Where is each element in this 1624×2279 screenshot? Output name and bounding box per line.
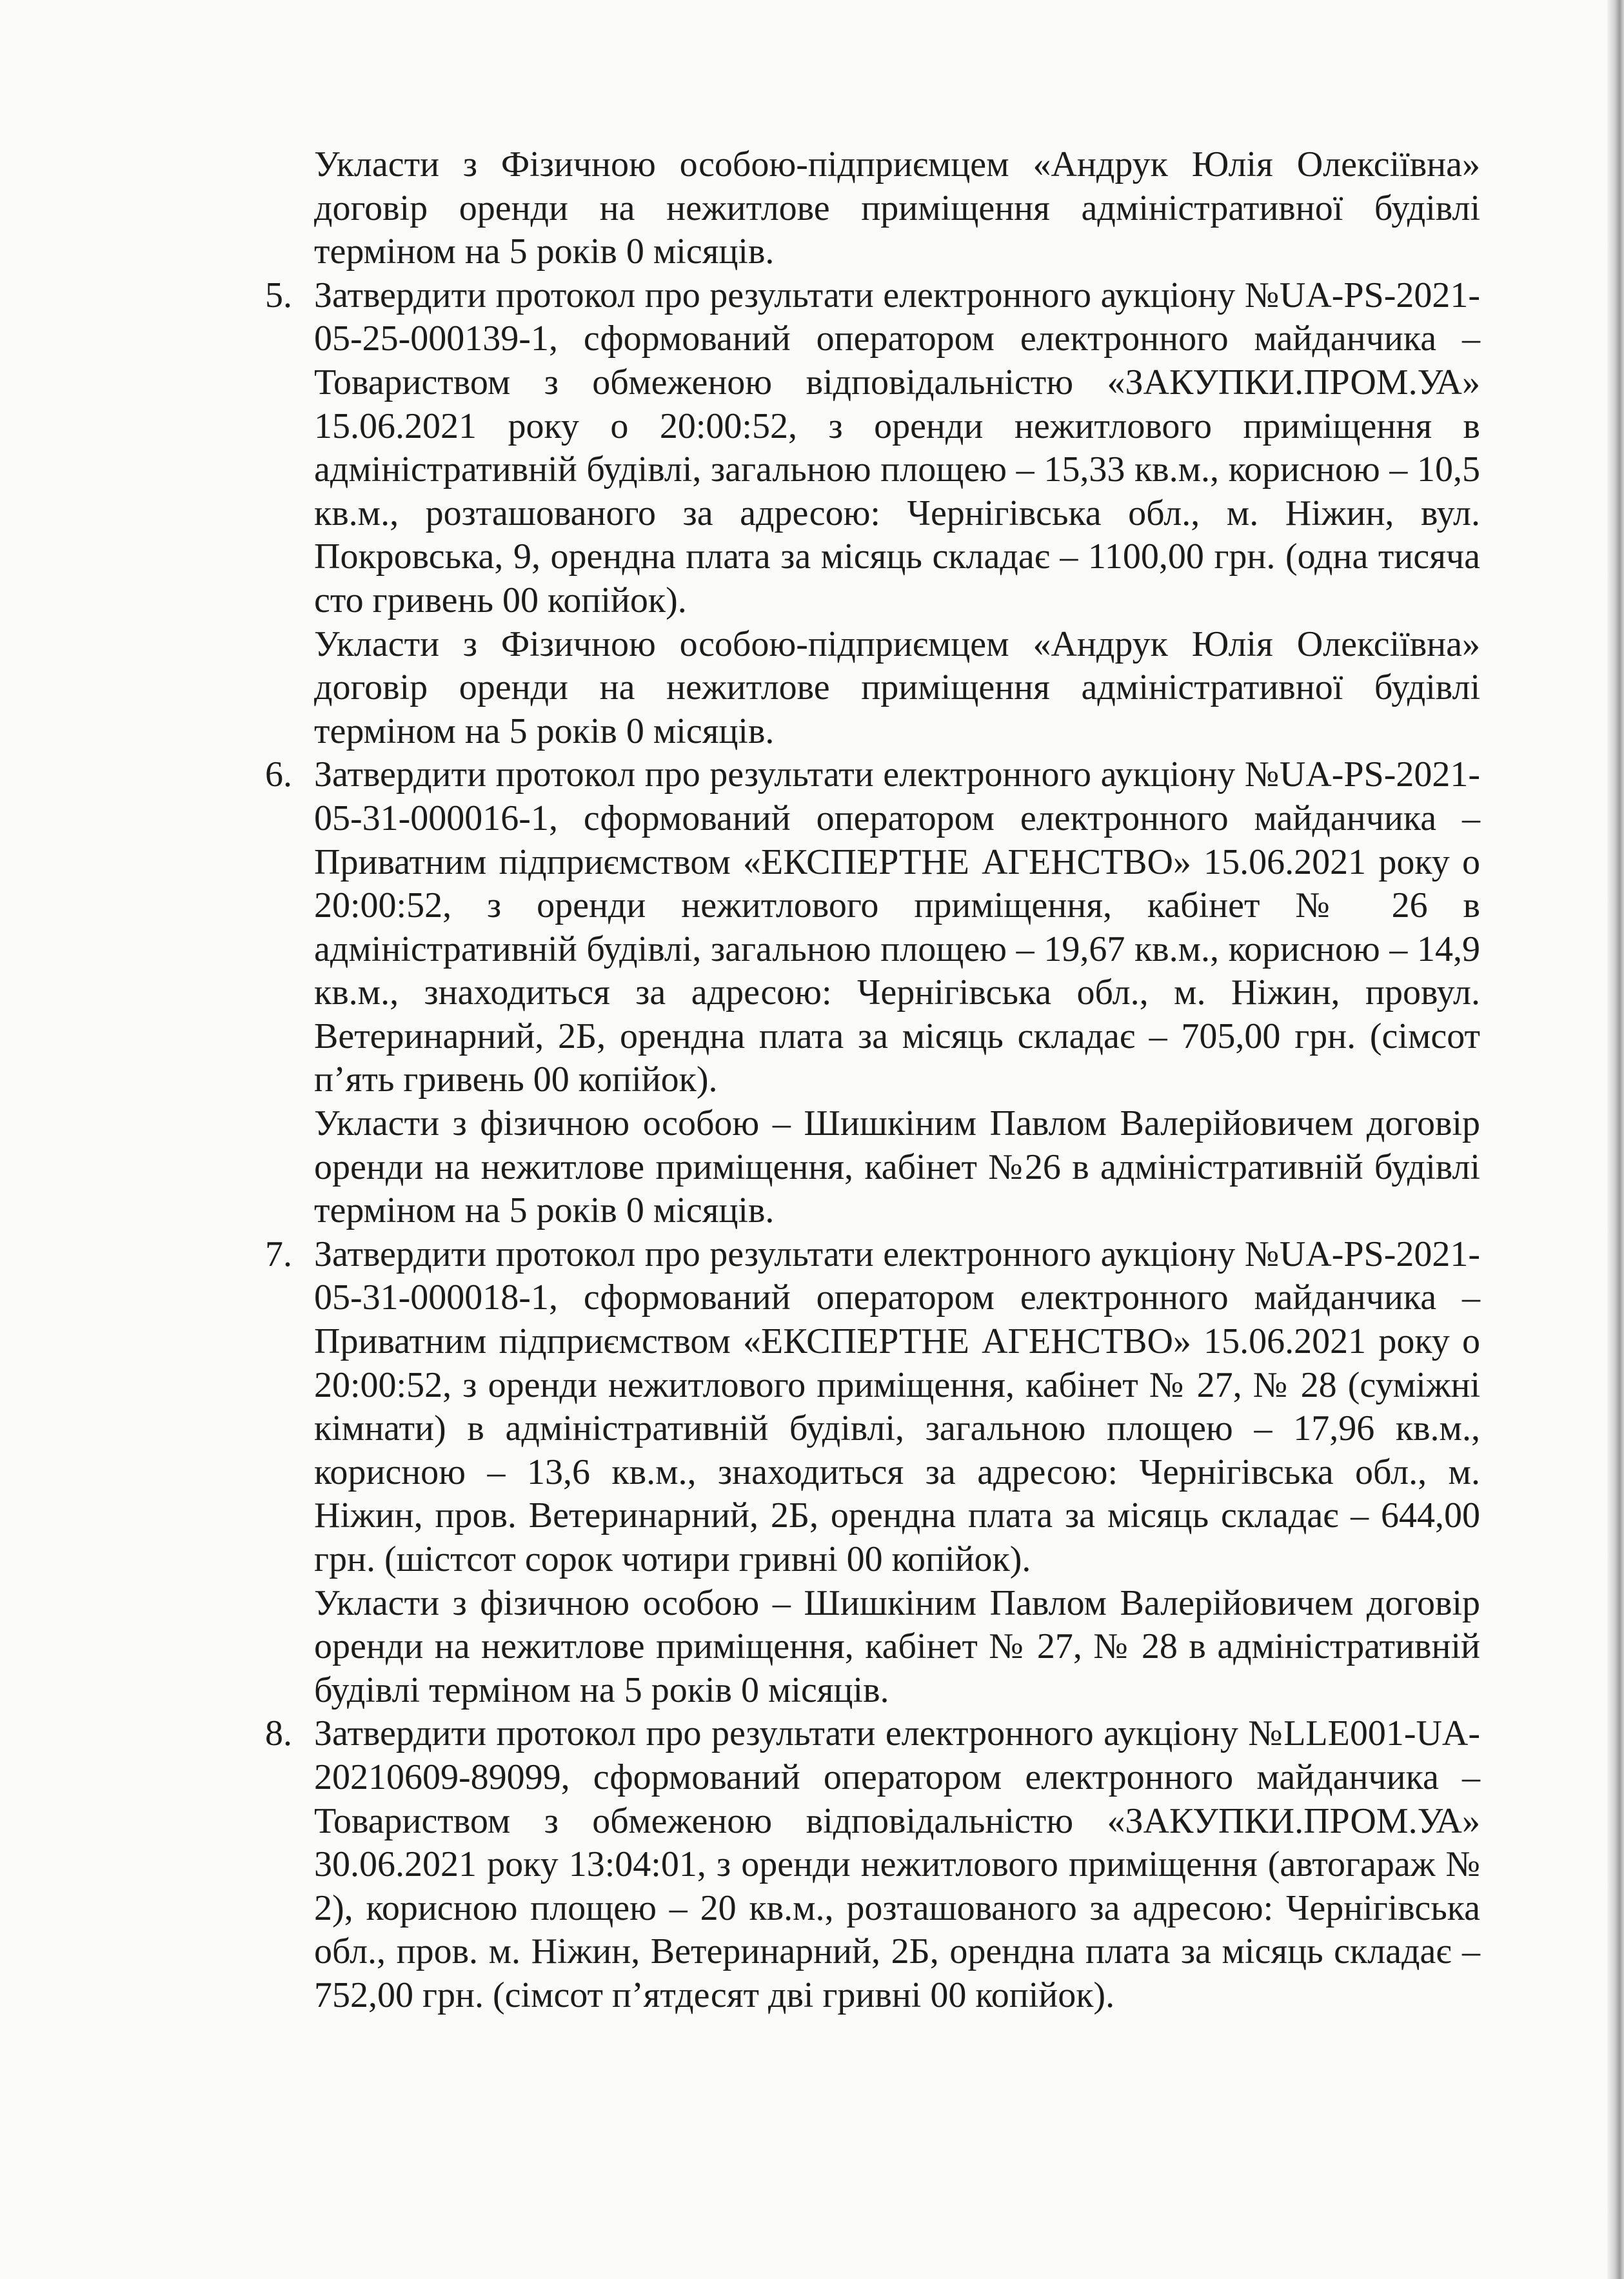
- item-number: 5.: [265, 275, 292, 315]
- item-text: Затвердити протокол про результати електронного аукціону №UA-PS-2021-05-31-000018-1, сформований оператором електронного майданчика – Приватним підприємством «ЕКСПЕРТНЕ АГЕНСТВО» 15.06.2021 року о 20:00:52, з оренди нежитлового приміщення, кабінет № 27, № 28 (суміжні кімнати) в адміністративній будівлі, загальною площею – 17,96 кв.м., корисною – 13,6 кв.м., знаходиться за адресою: Чернігівська обл., м. Ніжин, пров. Ветеринарний, 2Б, орендна плата за місяць складає – 644,00 грн. (шістсот сорок чотири гривні 00 копійок).: [314, 1234, 1480, 1579]
- item-number: 8.: [265, 1713, 292, 1754]
- list-item-7: [265, 1233, 1480, 1582]
- item-text: Затвердити протокол про результати електронного аукціону №UA-PS-2021-05-25-000139-1, сформований оператором електронного майданчика – Товариством з обмеженою відповідальністю «ЗАКУПКИ.ПРОМ.УА» 15.06.2021 року о 20:00:52, з оренди нежитлового приміщення в адміністративній будівлі, загальною площею – 15,33 кв.м., корисною – 10,5 кв.м., розташованого за адресою: Чернігівська обл., м. Ніжин, вул. Покровська, 9, орендна плата за місяць складає – 1100,00 грн. (одна тисяча сто гривень 00 копійок).: [314, 275, 1480, 620]
- item-followup: Укласти з фізичною особою – Шишкіним Павлом Валерійовичем договір оренди на нежитлове приміщення, кабінет № 27, № 28 в адміністративній будівлі терміном на 5 років 0 місяців.: [314, 1583, 1480, 1710]
- item-followup: Укласти з Фізичною особою-підприємцем «Андрук Юлія Олексіївна» договір оренди на нежитлове приміщення адміністративної будівлі терміном на 5 років 0 місяців.: [314, 624, 1480, 751]
- list-item-5: [265, 274, 1480, 623]
- item-text: Затвердити протокол про результати електронного аукціону №LLE001-UA-20210609-89099, сформований оператором електронного майданчика – Товариством з обмеженою відповідальністю «ЗАКУПКИ.ПРОМ.УА» 30.06.2021 року 13:04:01, з оренди нежитлового приміщення (автогараж № 2), корисною площею – 20 кв.м., розташованого за адресою: Чернігівська обл., пров. м. Ніжин, Ветеринарний, 2Б, орендна плата за місяць складає – 752,00 грн. (сімсот п’ятдесят дві гривні 00 копійок).: [314, 1713, 1480, 2015]
- item-number: 7.: [265, 1234, 292, 1274]
- intro-paragraph: Укласти з Фізичною особою-підприємцем «Андрук Юлія Олексіївна» договір оренди на нежитлове приміщення адміністративної будівлі терміном на 5 років 0 місяців.: [314, 144, 1480, 272]
- document-page: [265, 143, 1480, 2018]
- list-item-8: [265, 1712, 1480, 2017]
- scan-edge-shadow: [1607, 0, 1624, 2279]
- item-followup: Укласти з фізичною особою – Шишкіним Павлом Валерійовичем договір оренди на нежитлове приміщення, кабінет №26 в адміністративній будівлі терміном на 5 років 0 місяців.: [314, 1103, 1480, 1231]
- item-text: Затвердити протокол про результати електронного аукціону №UA-PS-2021-05-31-000016-1, сформований оператором електронного майданчика – Приватним підприємством «ЕКСПЕРТНЕ АГЕНСТВО» 15.06.2021 року о 20:00:52, з оренди нежитлового приміщення, кабінет № 26 в адміністративній будівлі, загальною площею – 19,67 кв.м., корисною – 14,9 кв.м., знаходиться за адресою: Чернігівська обл., м. Ніжин, провул. Ветеринарний, 2Б, орендна плата за місяць складає – 705,00 грн. (сімсот п’ять гривень 00 копійок).: [314, 755, 1480, 1100]
- list-item-6: [265, 753, 1480, 1102]
- item-number: 6.: [265, 755, 292, 795]
